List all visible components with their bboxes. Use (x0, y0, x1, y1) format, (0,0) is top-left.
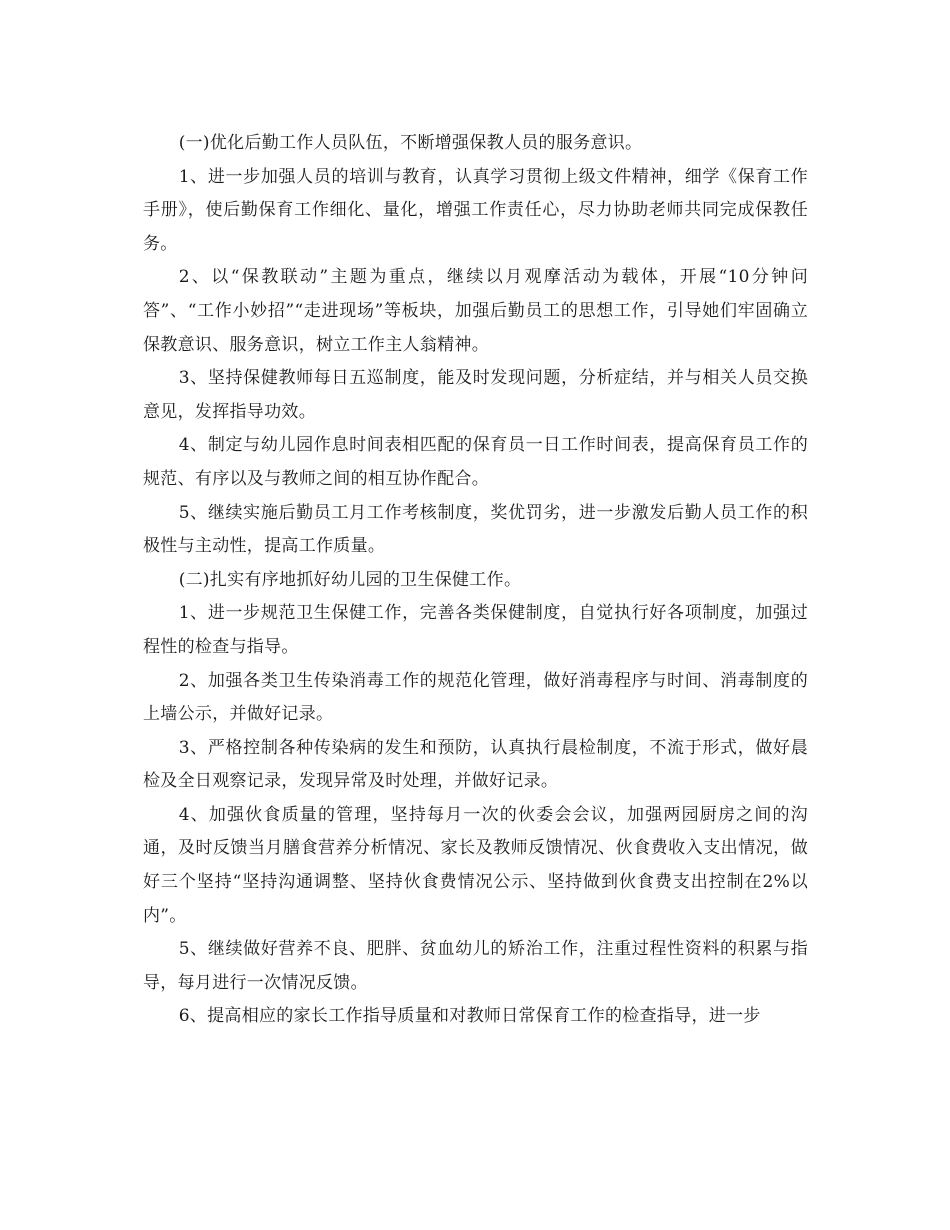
paragraph-item-5: 5、继续实施后勤员工月工作考核制度，奖优罚劣，进一步激发后勤人员工作的积极性与主动性，提高工作质量。 (143, 502, 808, 557)
paragraph-item-8: 3、严格控制各种传染病的发生和预防，认真执行晨检制度，不流于形式，做好晨检及全日观察记录，发现异常及时处理，并做好记录。 (143, 737, 808, 792)
paragraph-item-3: 3、坚持保健教师每日五巡制度，能及时发现问题，分析症结，并与相关人员交换意见，发挥指导功效。 (143, 368, 808, 422)
paragraph-item-4: 4、制定与幼儿园作息时间表相匹配的保育员一日工作时间表，提高保育员工作的规范、有序以及与教师之间的相互协作配合。 (143, 435, 808, 489)
document-body (143, 127, 808, 1034)
paragraph-item-9: 4、加强伙食质量的管理，坚持每月一次的伙委会会议，加强两园厨房之间的沟通，及时反馈当月膳食营养分析情况、家长及教师反馈情况、伙食费收入支出情况，做好三个坚持“坚持沟通调整、坚持伙食费情况公示、坚持做到伙食费支出控制在2%以内”。 (143, 804, 808, 926)
paragraph-item-6: 1、进一步规范卫生保健工作，完善各类保健制度，自觉执行好各项制度，加强过程性的检查与指导。 (143, 603, 808, 657)
paragraph-item-1: 1、进一步加强人员的培训与教育，认真学习贯彻上级文件精神，细学《保育工作手册》，使后勤保育工作细化、量化，增强工作责任心，尽力协助老师共同完成保教任务。 (143, 166, 808, 254)
paragraph-item-10: 5、继续做好营养不良、肥胖、贫血幼儿的矫治工作，注重过程性资料的积累与指导，每月进行一次情况反馈。 (143, 939, 808, 993)
paragraph-item-7: 2、加强各类卫生传染消毒工作的规范化管理，做好消毒程序与时间、消毒制度的上墙公示，并做好记录。 (143, 670, 808, 725)
paragraph-item-11: 6、提高相应的家长工作指导质量和对教师日常保育工作的检查指导，进一步 (178, 1006, 761, 1027)
section-heading-2: (二)扎实有序地抓好幼儿园的卫生保健工作。 (178, 569, 522, 590)
section-heading-1: (一)优化后勤工作人员队伍，不断增强保教人员的服务意识。 (178, 133, 643, 153)
paragraph-item-2: 2、以“保教联动”主题为重点，继续以月观摩活动为载体，开展“10分钟问答”、“工作小妙招”“走进现场”等板块，加强后勤员工的思想工作，引导她们牢固确立保教意识、服务意识，树立工作主人翁精神。 (143, 267, 808, 355)
